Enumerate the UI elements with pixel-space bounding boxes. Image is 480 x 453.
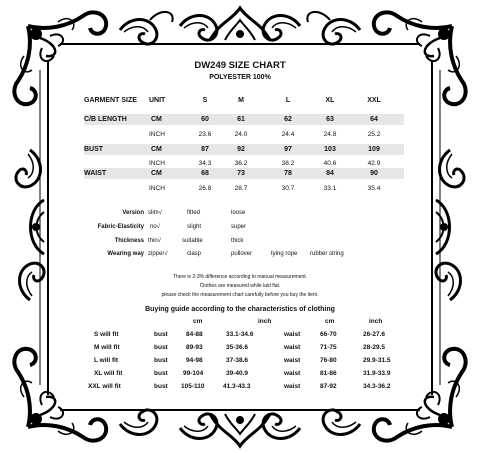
guide-part: waist [284,357,301,364]
property-option: no√ [150,224,160,230]
header-size-l: L [285,97,291,104]
unit-inch: INCH [149,185,165,192]
guide-part: bust [154,370,168,377]
guide-value: 29.9-31.5 [363,357,391,364]
cell-value: 24.8 [323,131,337,138]
property-option: thick [231,238,244,244]
guide-value: 71-75 [320,344,337,351]
guide-header-inch: inch [369,318,383,325]
property-label-fabric-elasticity: Fabric-Elasticity [97,224,144,230]
cell-value: 64 [370,116,378,123]
guide-part: bust [154,383,168,390]
cell-value: 63 [326,116,334,123]
cell-value: 40.6 [323,160,337,167]
property-label-wearing-way: Wearing way [107,251,144,257]
property-option: super [231,224,247,230]
guide-value: 105-110 [181,383,205,390]
cell-value: 24.0 [234,131,248,138]
guide-value: 31.9-33.9 [363,370,391,377]
property-option: fitted [187,210,201,216]
guide-header-cm: cm [193,318,203,325]
cell-value: 23.6 [198,131,212,138]
property-option: pullover [231,251,253,257]
header-unit: UNIT [149,97,166,104]
unit-cm: CM [151,170,162,177]
cell-value: 35.4 [367,185,381,192]
cell-value: 38.2 [281,160,295,167]
row-label-cb-length: C/B LENGTH [84,116,127,123]
cell-value: 62 [284,116,292,123]
guide-value: 28-29.5 [363,344,386,351]
buying-guide-title: Buying guide according to the characteristics of clothing [145,306,335,313]
cell-value: 92 [237,146,245,153]
guide-part: waist [284,331,301,338]
header-size-xl: XL [325,97,335,104]
guide-value: 76-80 [320,357,337,364]
property-option: loose [231,210,246,216]
guide-part: bust [154,357,168,364]
guide-size-label: XL will fit [94,370,123,377]
guide-value: 84-88 [186,331,203,338]
guide-value: 81-86 [320,370,337,377]
cell-value: 30.7 [281,185,295,192]
guide-value: 37-38.6 [226,357,249,364]
cell-value: 36.2 [234,160,248,167]
row-label-bust: BUST [84,146,104,153]
guide-size-label: L will fit [94,357,119,364]
property-option: slim√ [148,210,162,216]
cell-value: 24.4 [281,131,295,138]
cell-value: 78 [284,170,292,177]
cell-value: 68 [201,170,209,177]
cell-value: 97 [284,146,292,153]
header-garment-size: GARMENT SIZE [84,97,137,104]
cell-value: 90 [370,170,378,177]
guide-value: 35-36.6 [226,344,249,351]
header-size-s: S [202,97,208,104]
header-size-xxl: XXL [367,97,381,104]
property-label-thickness: Thickness [114,238,144,244]
material-subtitle: POLYESTER 100% [209,74,271,81]
unit-inch: INCH [149,131,165,138]
guide-value: 39-40.9 [226,370,249,377]
cell-value: 103 [324,146,336,153]
note-line: please check the measurement chart carefully before you buy the item. [161,292,319,298]
property-option: clasp [187,251,202,257]
chart-title: DW249 SIZE CHART [194,60,286,71]
guide-value: 89-93 [186,344,203,351]
guide-size-label: XXL will fit [88,383,121,390]
row-label-waist: WAIST [84,170,107,177]
guide-part: waist [284,383,301,390]
header-size-m: M [238,97,244,104]
guide-part: waist [284,344,301,351]
cell-value: 109 [368,146,380,153]
guide-part: waist [284,370,301,377]
guide-header-inch: inch [258,318,272,325]
property-option: slight [187,224,202,230]
cell-value: 26.8 [198,185,212,192]
guide-part: bust [154,331,168,338]
guide-value: 94-98 [186,357,203,364]
guide-value: 34.3-36.2 [363,383,391,390]
cell-value: 87 [201,146,209,153]
guide-value: 66-70 [320,331,337,338]
cell-value: 42.9 [367,160,381,167]
note-line: There is 2-3% difference according to manual measurement. [172,274,308,280]
cell-value: 60 [201,116,209,123]
guide-value: 33.1-34.6 [226,331,254,338]
guide-part: bust [154,344,168,351]
property-option: zipper√ [148,251,168,257]
property-option: thin√ [148,238,161,244]
cell-value: 33.1 [323,185,337,192]
guide-header-cm: cm [325,318,335,325]
cell-value: 28.7 [234,185,248,192]
cell-value: 73 [237,170,245,177]
cell-value: 25.2 [367,131,381,138]
unit-cm: CM [151,146,162,153]
cell-value: 34.3 [198,160,212,167]
guide-size-label: S will fit [94,331,119,338]
cell-value: 61 [237,116,245,123]
guide-size-label: M will fit [94,344,120,351]
unit-cm: CM [151,116,162,123]
guide-value: 87-92 [320,383,337,390]
property-option: tying rope [271,251,298,257]
guide-value: 41.3-43.3 [223,383,251,390]
property-option: rubber string [310,251,344,257]
guide-value: 26-27.6 [363,331,386,338]
cell-value: 84 [326,170,334,177]
property-label-version: Version [122,210,144,216]
property-option: suitable [182,238,203,244]
unit-inch: INCH [149,160,165,167]
guide-value: 99-104 [183,370,204,377]
note-line: Clothes are measured while laid flat. [199,283,281,289]
